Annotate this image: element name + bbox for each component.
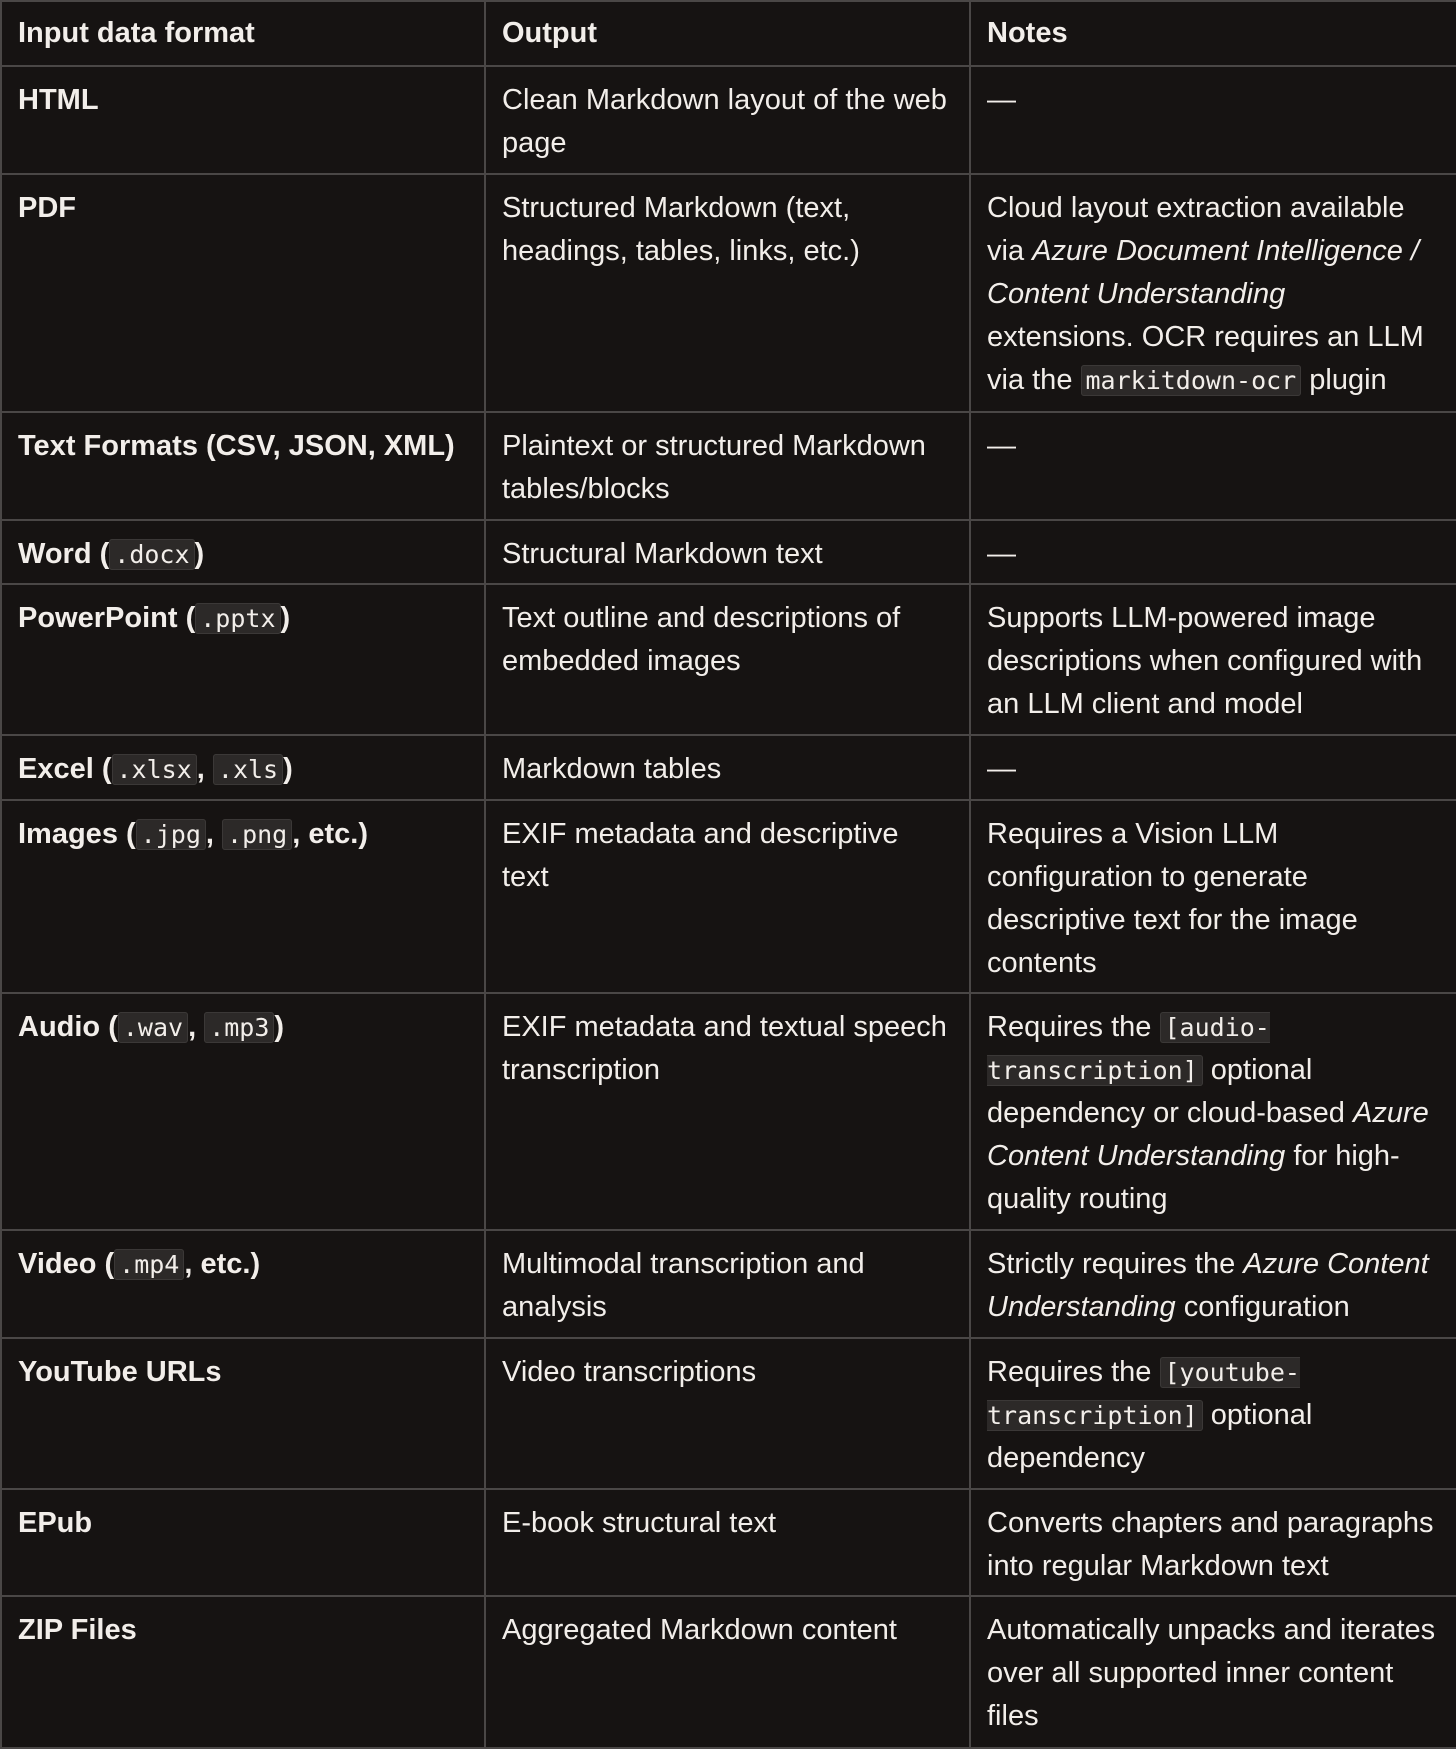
cell-notes: [970, 735, 1456, 800]
header-format: Input data format: [1, 1, 485, 66]
cell-text: for high-quality routing: [987, 1140, 1400, 1215]
cell-text: ZIP Files: [18, 1614, 137, 1646]
cell-text: —: [987, 430, 1016, 462]
inline-code: .mp3: [204, 1012, 274, 1043]
cell-format: [1, 993, 485, 1230]
cell-text: Converts chapters and paragraphs into regular Markdown text: [987, 1507, 1434, 1582]
table-row: [1, 800, 1456, 993]
table-row: [1, 584, 1456, 735]
inline-code: .mp4: [114, 1249, 184, 1280]
cell-format: [1, 1489, 485, 1596]
cell-notes: [970, 174, 1456, 412]
inline-code: markitdown-ocr: [1081, 365, 1302, 396]
cell-output: [485, 66, 970, 174]
cell-notes: [970, 1489, 1456, 1596]
cell-text: EXIF metadata and textual speech transcription: [502, 1011, 947, 1086]
cell-text: Text outline and descriptions of embedded images: [502, 602, 901, 677]
cell-format: [1, 584, 485, 735]
cell-format: [1, 1596, 485, 1748]
header-notes: Notes: [970, 1, 1456, 66]
inline-code: .xls: [213, 754, 283, 785]
cell-text: Supports LLM-powered image descriptions when configured with an LLM client and model: [987, 602, 1423, 720]
cell-output: [485, 1338, 970, 1489]
cell-text: E-book structural text: [502, 1507, 776, 1539]
cell-text: configuration: [1175, 1291, 1350, 1323]
cell-text: HTML: [18, 84, 99, 116]
cell-text: EXIF metadata and descriptive text: [502, 818, 899, 893]
table-row: [1, 412, 1456, 520]
cell-text: optional dependency or cloud-based: [987, 1054, 1353, 1129]
cell-text: Video (: [18, 1248, 115, 1280]
cell-text: ): [280, 602, 291, 634]
cell-output: [485, 584, 970, 735]
cell-text: , etc.): [184, 1248, 261, 1280]
inline-code: .pptx: [195, 603, 280, 634]
cell-notes: [970, 1596, 1456, 1748]
cell-format: [1, 66, 485, 174]
cell-text: ,: [205, 818, 223, 850]
cell-output: [485, 1230, 970, 1338]
cell-text: PowerPoint (: [18, 602, 196, 634]
cell-output: [485, 1596, 970, 1748]
header-output: Output: [485, 1, 970, 66]
cell-text: Audio (: [18, 1011, 118, 1043]
table-row: [1, 520, 1456, 584]
cell-text: Clean Markdown layout of the web page: [502, 84, 947, 159]
inline-code: .jpg: [136, 819, 206, 850]
cell-text: EPub: [18, 1507, 93, 1539]
cell-text: YouTube URLs: [18, 1356, 222, 1388]
cell-format: [1, 520, 485, 584]
cell-text: —: [987, 84, 1016, 116]
cell-format: [1, 735, 485, 800]
cell-text: —: [987, 538, 1016, 570]
emphasis-text: Azure Document Intelligence / Content Understanding: [987, 235, 1420, 310]
cell-format: [1, 1338, 485, 1489]
cell-output: [485, 800, 970, 993]
cell-notes: [970, 1230, 1456, 1338]
cell-output: [485, 174, 970, 412]
cell-text: Structured Markdown (text, headings, tables, links, etc.): [502, 192, 860, 267]
cell-notes: [970, 412, 1456, 520]
cell-notes: [970, 520, 1456, 584]
inline-code: .docx: [109, 539, 194, 570]
cell-text: Requires the: [987, 1356, 1160, 1388]
cell-text: Word (: [18, 538, 110, 570]
cell-format: [1, 1230, 485, 1338]
cell-text: plugin: [1301, 364, 1387, 396]
cell-format: [1, 174, 485, 412]
table-row: [1, 1338, 1456, 1489]
cell-notes: [970, 800, 1456, 993]
cell-text: ,: [196, 753, 213, 785]
emphasis-text: Azure Content Understanding: [987, 1097, 1429, 1172]
table-row: [1, 1230, 1456, 1338]
table-row: [1, 66, 1456, 174]
table-row: [1, 1596, 1456, 1748]
cell-text: Aggregated Markdown content: [502, 1614, 897, 1646]
inline-code: .png: [222, 819, 292, 850]
cell-text: Text Formats (CSV, JSON, XML): [18, 430, 455, 462]
table-row: [1, 993, 1456, 1230]
inline-code: [audio-transcription]: [987, 1013, 1270, 1085]
inline-code: .wav: [118, 1012, 188, 1043]
cell-text: ,: [188, 1011, 205, 1043]
cell-output: [485, 520, 970, 584]
cell-text: optional dependency: [987, 1399, 1313, 1474]
cell-output: [485, 1489, 970, 1596]
cell-text: Images (: [18, 818, 136, 850]
emphasis-text: Azure Content Understanding: [987, 1248, 1429, 1323]
cell-text: ): [274, 1011, 285, 1043]
cell-notes: [970, 66, 1456, 174]
cell-text: ): [194, 538, 205, 570]
cell-text: extensions. OCR requires an LLM via the: [987, 321, 1424, 396]
cell-output: [485, 993, 970, 1230]
cell-text: Plaintext or structured Markdown tables/blocks: [502, 430, 926, 505]
table-row: [1, 174, 1456, 412]
cell-text: Markdown tables: [502, 753, 722, 785]
cell-text: Requires the: [987, 1011, 1160, 1043]
cell-text: Video transcriptions: [502, 1356, 757, 1388]
inline-code: .xlsx: [112, 754, 197, 785]
cell-text: Cloud layout extraction available via: [987, 192, 1405, 267]
cell-output: [485, 412, 970, 520]
table-row: [1, 735, 1456, 800]
cell-format: [1, 800, 485, 993]
cell-text: , etc.): [292, 818, 368, 850]
cell-text: PDF: [18, 192, 76, 224]
cell-notes: [970, 993, 1456, 1230]
cell-text: Structural Markdown text: [502, 538, 823, 570]
table-row: [1, 1489, 1456, 1596]
cell-text: Requires a Vision LLM configuration to generate descriptive text for the image contents: [987, 818, 1358, 979]
cell-notes: [970, 1338, 1456, 1489]
header-row: [1, 1, 1456, 66]
cell-format: [1, 412, 485, 520]
cell-text: Strictly requires the: [987, 1248, 1244, 1280]
cell-output: [485, 735, 970, 800]
cell-text: ): [283, 753, 293, 785]
table-body: [1, 66, 1456, 1748]
cell-text: Excel (: [18, 753, 112, 785]
cell-notes: [970, 584, 1456, 735]
cell-text: —: [987, 753, 1016, 785]
cell-text: Automatically unpacks and iterates over all supported inner content files: [987, 1614, 1436, 1732]
cell-text: Multimodal transcription and analysis: [502, 1248, 865, 1323]
inline-code: [youtube-transcription]: [987, 1358, 1300, 1430]
